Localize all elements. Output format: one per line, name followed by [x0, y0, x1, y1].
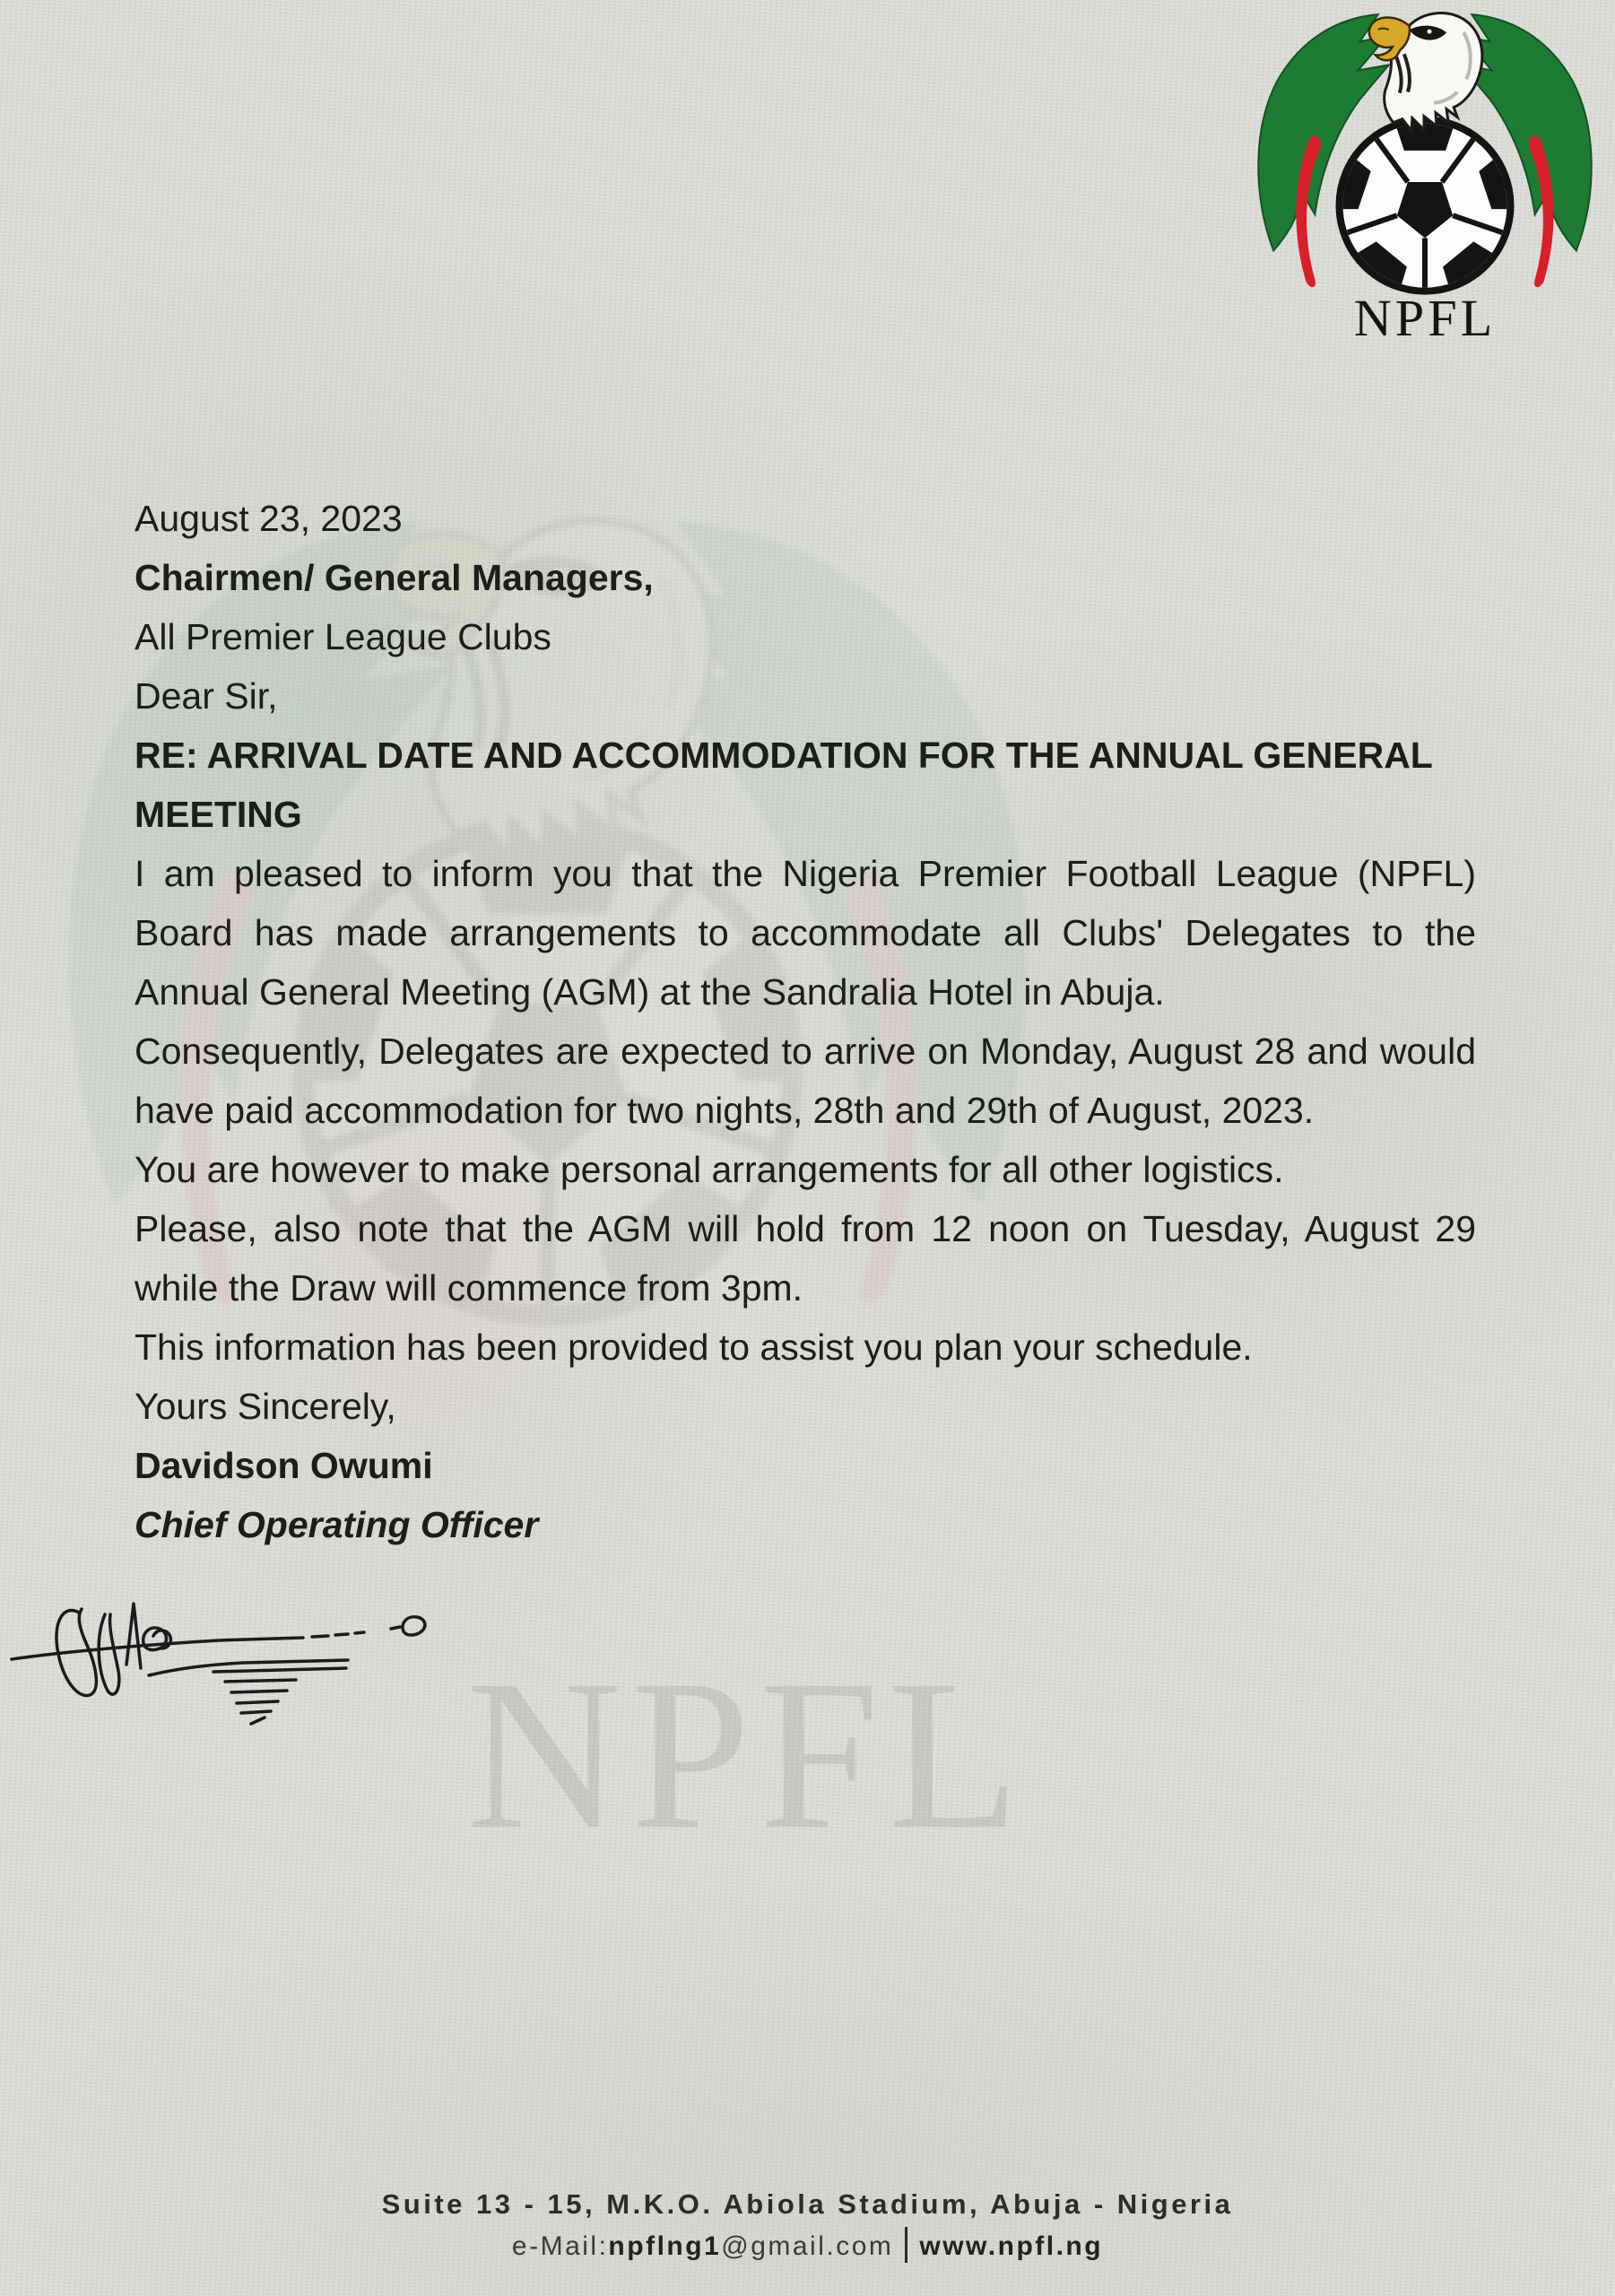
footer-divider — [905, 2227, 907, 2263]
email-label: e-Mail: — [511, 2231, 609, 2261]
signatory-title: Chief Operating Officer — [135, 1504, 539, 1545]
letter-date: August 23, 2023 — [135, 498, 403, 539]
body-paragraph: Consequently, Delegates are expected to arrive on Monday, August 28 and would have paid accommodation for two nights, 28th and 29th of August, 2023. — [135, 1031, 1476, 1131]
recipient-line-1: Chairmen/ General Managers, — [135, 557, 654, 598]
npfl-text-watermark: NPFL — [466, 1635, 1029, 1874]
body-paragraph: Please, also note that the AGM will hold from 12 noon on Tuesday, August 29 while the Draw will commence from 3pm. — [135, 1208, 1476, 1309]
salutation: Dear Sir, — [135, 675, 278, 717]
logo-wordmark: NPFL — [1353, 288, 1497, 347]
body-paragraph: You are however to make personal arrangements for all other logistics. — [135, 1149, 1284, 1190]
letter-body — [135, 0, 1476, 1554]
body-paragraph: I am pleased to inform you that the Nigeria Premier Football League (NPFL) Board has made arrangements to accommodate all Clubs' Delegates to the Annual General Meeting (AGM) at the Sandralia Hotel in Abuja. — [135, 853, 1476, 1013]
signature-scribble — [7, 1589, 438, 1742]
letter-footer — [0, 2188, 1615, 2263]
subject-line: RE: ARRIVAL DATE AND ACCOMMODATION FOR THE ANNUAL GENERAL MEETING — [135, 735, 1433, 835]
closing: Yours Sincerely, — [135, 1386, 396, 1427]
footer-contact — [0, 2227, 1615, 2263]
signatory-name: Davidson Owumi — [135, 1445, 433, 1486]
email-user: npflng1 — [608, 2231, 722, 2261]
email-domain: @gmail.com — [721, 2231, 894, 2261]
body-paragraph: This information has been provided to assist you plan your schedule. — [135, 1326, 1253, 1368]
recipient-line-2: All Premier League Clubs — [135, 616, 551, 657]
website-url: www.npfl.ng — [919, 2231, 1104, 2261]
footer-address: Suite 13 - 15, M.K.O. Abiola Stadium, Abuja - Nigeria — [381, 2188, 1234, 2220]
